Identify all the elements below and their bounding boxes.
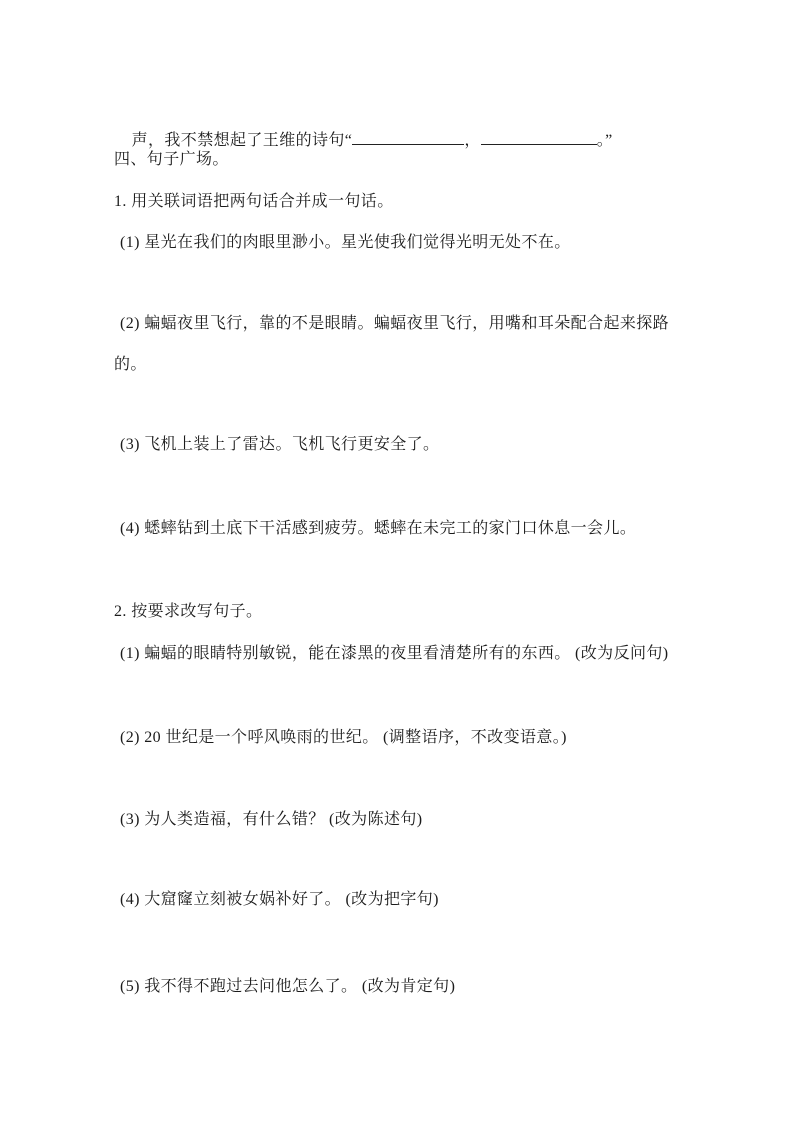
q2-item-2: (2) 20 世纪是一个呼风唤雨的世纪。 (调整语序，不改变语意。) <box>120 729 567 746</box>
question-2-heading: 2. 按要求改写句子。 <box>114 603 263 620</box>
q2-item-3: (3) 为人类造福，有什么错？ (改为陈述句) <box>120 811 423 828</box>
q2-item-1: (1) 蝙蝠的眼睛特别敏锐，能在漆黑的夜里看清楚所有的东西。 (改为反问句) <box>120 645 669 662</box>
q1-item-4: (4) 蟋蟀钻到土底下干活感到疲劳。蟋蟀在未完工的家门口休息一会儿。 <box>120 520 637 537</box>
intro-separator-text: ， <box>464 132 481 149</box>
section-four-heading: 四、句子广场。 <box>114 151 229 168</box>
q2-item-5: (5) 我不得不跑过去问他怎么了。 (改为肯定句) <box>120 978 456 995</box>
answer-blank-first <box>352 129 464 145</box>
answer-blank-second <box>481 129 597 145</box>
q1-item-1: (1) 星光在我们的肉眼里渺小。星光使我们觉得光明无处不在。 <box>120 234 571 251</box>
intro-prefix-text: 声，我不禁想起了王维的诗句“ <box>131 132 353 149</box>
intro-ending-text: 。” <box>596 132 613 149</box>
question-1-heading: 1. 用关联词语把两句话合并成一句话。 <box>114 193 394 210</box>
q1-item-3: (3) 飞机上装上了雷达。飞机飞行更安全了。 <box>120 436 440 453</box>
q1-item-2-continuation: 的。 <box>114 356 147 373</box>
q2-item-4: (4) 大窟窿立刻被女娲补好了。 (改为把字句) <box>120 891 439 908</box>
q1-item-2: (2) 蝙蝠夜里飞行，靠的不是眼睛。蝙蝠夜里飞行，用嘴和耳朵配合起来探路 <box>120 315 670 332</box>
